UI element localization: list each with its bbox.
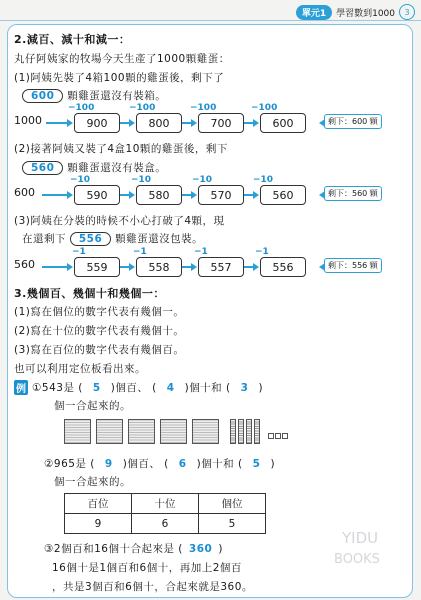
hundred-block	[160, 419, 187, 444]
chain1-step-4: −100	[251, 103, 278, 113]
chain3-arrow	[244, 266, 254, 268]
q1-answer: 600	[22, 89, 63, 103]
chain2-arrow	[120, 194, 130, 196]
chain1-arrow	[46, 122, 68, 124]
content-panel	[7, 24, 413, 598]
chain3-step-4: −1	[255, 247, 269, 257]
q1-line2	[22, 88, 166, 103]
chain3-box-1: 559	[74, 257, 120, 277]
ex2-tens-answer: 6	[178, 458, 187, 470]
ex2-number: ②965是	[44, 458, 87, 470]
q1-prompt: (1)阿姨先裝了4箱100顆的雞蛋後，剩下了	[14, 72, 225, 84]
q3-line2	[22, 231, 203, 246]
chain1-box-3: 700	[198, 113, 244, 133]
ex2-label-hundreds: 個百、	[127, 458, 161, 470]
chain1-step-2: −100	[129, 103, 156, 113]
header-ones: 個位	[199, 494, 266, 514]
ten-rod	[238, 419, 244, 444]
q3-text: (3)阿姨在分裝的時候不小心打破了4顆，現	[14, 215, 225, 227]
chain3-box-3: 557	[198, 257, 244, 277]
unit-title: 學習數到1000	[336, 8, 395, 19]
q2-tail: 顆雞蛋還沒有裝盒。	[67, 162, 167, 174]
ex2-ones-answer: 5	[252, 458, 261, 470]
q3-prefix: 在還剩下	[22, 233, 66, 245]
chain2-arrow	[182, 194, 192, 196]
chain1-step-1: −100	[68, 103, 95, 113]
chain3-box-4: 556	[260, 257, 306, 277]
chain2-box-1: 590	[74, 185, 120, 205]
chain2-start: 600	[14, 186, 35, 199]
rule-hundreds: (3)寫在百位的數字代表有幾個百。	[14, 344, 185, 356]
example1-line: ①543是 ( 5 )個百、 ( 4 )個十和 ( 3 )	[32, 382, 264, 394]
example3-line3: ，共是3個百和6個十，合起來就是360。	[52, 581, 253, 593]
ex1-ones-answer: 3	[240, 382, 249, 394]
place-value-table	[64, 493, 266, 534]
hundred-block	[64, 419, 91, 444]
publisher-watermark	[332, 517, 402, 587]
hundred-block	[96, 419, 123, 444]
header-hundreds: 百位	[65, 494, 132, 514]
chain2-arrow	[244, 194, 254, 196]
ex2-tail: 個一合起來的。	[54, 476, 131, 488]
q2-text: (2)接著阿姨又裝了4盒10顆的雞蛋後，剩下	[14, 143, 228, 155]
q1-text	[14, 70, 224, 85]
example-badge: 例	[14, 380, 28, 395]
chain1-arrow	[120, 122, 130, 124]
chain3-arrow	[182, 266, 192, 268]
chain1-arrow	[244, 122, 254, 124]
hundred-block	[192, 419, 219, 444]
ex2-hundreds-answer: 9	[104, 458, 113, 470]
rule-tens: (2)寫在十位的數字代表有幾個十。	[14, 325, 185, 337]
q1-tail: 顆雞蛋還沒有裝箱。	[67, 90, 167, 102]
chain3-start: 560	[14, 258, 35, 271]
header-tens: 十位	[132, 494, 199, 514]
value-hundreds: 9	[65, 514, 132, 534]
watermark-text-2: BOOKS	[334, 552, 380, 567]
example2-line: ②965是 ( 9 )個百、 ( 6 )個十和 ( 5 )	[44, 458, 276, 470]
chain1-box-1: 900	[74, 113, 120, 133]
ex1-label-tens: 個十和	[189, 382, 223, 394]
one-cube	[268, 433, 274, 439]
ex1-tail: 個一合起來的。	[54, 400, 131, 412]
ex1-tens-answer: 4	[166, 382, 175, 394]
unit-badge: 單元1	[296, 5, 332, 20]
header-divider	[0, 20, 421, 21]
example3-line2: 16個十是1個百和6個十，再加上2個百	[52, 562, 242, 574]
rule-place-value-board: 也可以利用定位板看出來。	[14, 363, 146, 375]
ten-rod	[230, 419, 236, 444]
chain2-box-2: 580	[136, 185, 182, 205]
chain1-remain: 剩下：600 顆	[324, 114, 382, 129]
chain3-arrow	[42, 266, 68, 268]
page-number: 3	[399, 4, 415, 20]
section2-intro: 丸仔阿姨家的牧場今天生產了1000顆雞蛋：	[14, 53, 230, 65]
example3-line1: ③2個百和16個十合起來是 ( 360 )	[44, 543, 223, 555]
chain2-box-3: 570	[198, 185, 244, 205]
ex3-answer: 360	[188, 543, 213, 555]
value-ones: 5	[199, 514, 266, 534]
one-cube	[275, 433, 281, 439]
chain1-box-2: 800	[136, 113, 182, 133]
chain3-remain: 剩下：556 顆	[324, 258, 382, 273]
ex3-text: ③2個百和16個十合起來是	[44, 543, 175, 555]
q3-answer: 556	[70, 232, 111, 246]
chain3-step-1: −1	[72, 247, 86, 257]
q2-answer: 560	[22, 161, 63, 175]
section2-title: 2.減百、減十和減一：	[14, 33, 131, 46]
chain2-arrow	[42, 194, 68, 196]
chain1-start: 1000	[14, 114, 42, 127]
chain2-step-3: −10	[192, 175, 213, 185]
ex2-label-tens: 個十和	[201, 458, 235, 470]
chain1-step-3: −100	[190, 103, 217, 113]
one-cube	[282, 433, 288, 439]
hundred-block	[128, 419, 155, 444]
chain3-step-3: −1	[194, 247, 208, 257]
chain1-arrow	[182, 122, 192, 124]
chain2-step-1: −10	[70, 175, 91, 185]
q2-line2	[22, 160, 166, 175]
watermark-text-1: YIDU	[342, 529, 379, 547]
subtract-chain-2	[8, 177, 412, 207]
chain2-step-4: −10	[253, 175, 274, 185]
chain2-step-2: −10	[131, 175, 152, 185]
subtract-chain-1	[8, 105, 412, 135]
ten-rod	[246, 419, 252, 444]
ex1-number: ①543是	[32, 382, 75, 394]
section3-title: 3.幾個百、幾個十和幾個一：	[14, 287, 165, 300]
chain3-arrow	[120, 266, 130, 268]
chain3-box-2: 558	[136, 257, 182, 277]
value-tens: 6	[132, 514, 199, 534]
ex1-hundreds-answer: 5	[92, 382, 101, 394]
chain2-box-4: 560	[260, 185, 306, 205]
q3-tail: 顆雞蛋還沒包裝。	[115, 233, 204, 245]
rule-ones: (1)寫在個位的數字代表有幾個一。	[14, 306, 185, 318]
page-header	[296, 4, 415, 20]
chain3-step-2: −1	[133, 247, 147, 257]
chain1-box-4: 600	[260, 113, 306, 133]
ten-rod	[254, 419, 260, 444]
ex1-label-hundreds: 個百、	[115, 382, 149, 394]
subtract-chain-3	[8, 249, 412, 279]
chain2-remain: 剩下：560 顆	[324, 186, 382, 201]
